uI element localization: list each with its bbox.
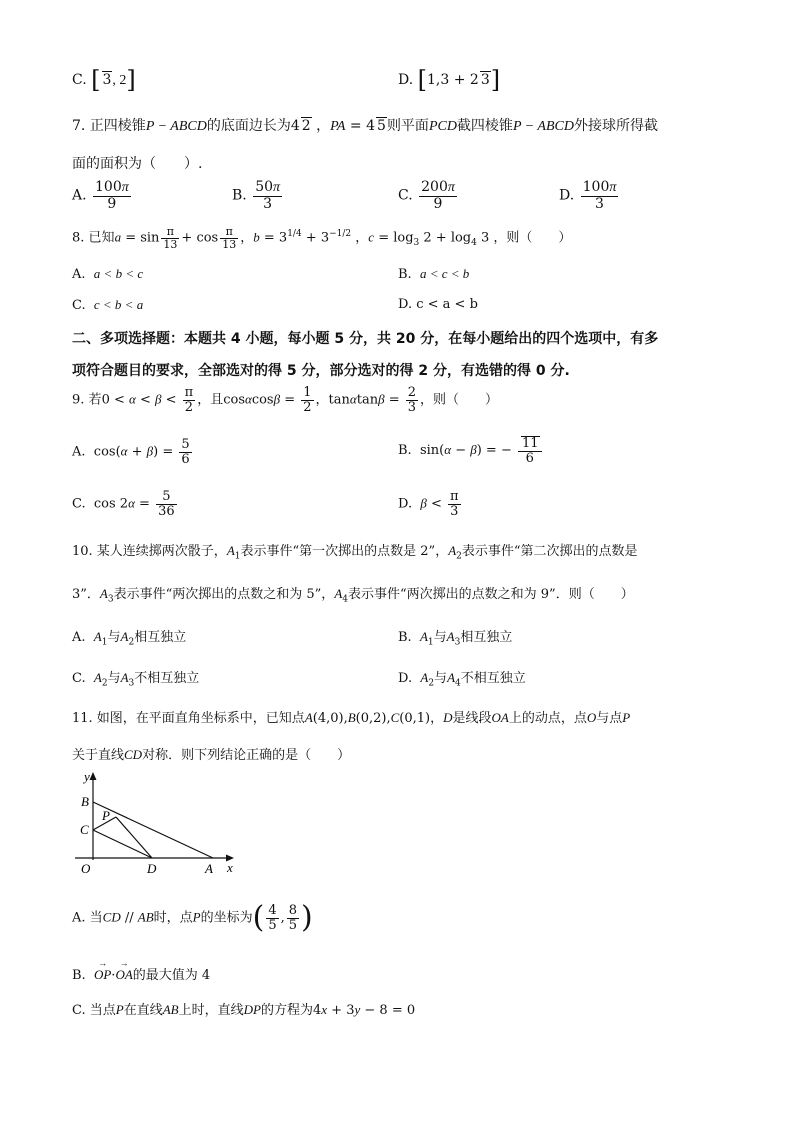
q11-stem-line1: 11. 如图，在平面直角坐标系中，已知点A(4,0),B(0,2),C(0,1)，D是线段OA上的动点，点O与点P	[72, 710, 631, 726]
q11-option-b: B. → OP·→ OA的最大值为 4	[72, 964, 210, 983]
q6-option-c: C. [ 3, 2]	[72, 66, 136, 94]
label-o: O	[81, 861, 91, 876]
q9-stem: 9. 若0 < α < β < $\frac{\pi}{2}$ ，且cosαcosβ = $\frac{1}{2}$ ，tanαtanβ = $\frac{2}{3}$ ，则（ ）	[72, 385, 499, 415]
y-axis-arrow-icon	[90, 772, 97, 780]
q10-stem-line1: 10. 某人连续掷两次骰子，$A_1$表示事件“第一次掷出的点数是 2”，$A_2$表示事件“第二次掷出的点数是	[72, 543, 638, 562]
q11-stem-line2: 关于直线CD对称．则下列结论正确的是（ ）	[72, 747, 351, 763]
q9-option-c: C. cos 2α = $\frac{5}{36}$	[72, 489, 175, 519]
q8-option-b: B. a < c < b	[398, 266, 470, 282]
q8-option-c: C. c < b < a	[72, 297, 144, 313]
q9-option-d: D. β < $\frac{\pi}{3}$	[398, 489, 459, 519]
q7-option-d: D. $\frac{100\pi}{3}$	[559, 179, 617, 212]
q11-option-c: C. 当点P在直线AB上时，直线DP的方程为4x + 3y − 8 = 0	[72, 1002, 416, 1018]
q9-option-a: A. cos(α + β) = $\frac{5}{6}$	[72, 437, 190, 467]
q6-option-c-label: C.	[72, 72, 87, 88]
q9-option-b: B. sin(α − β) = − $\frac{11}{6}$	[398, 436, 544, 465]
q7-option-a: A. $\frac{100\pi}{9}$	[72, 179, 129, 212]
label-b: B	[81, 794, 89, 809]
label-d: D	[147, 861, 157, 876]
label-c: C	[80, 822, 89, 837]
section-2-header-line2: 项符合题目的要求，全部选对的得 5 分，部分选对的得 2 分，有选错的得 0 分.	[72, 363, 570, 379]
label-x: x	[227, 860, 233, 875]
q8-stem: 8. 已知a = sin $\frac{\pi}{13}$ + cos $\frac{\pi}{13}$ ，$b = 3^{1/4} + 3^{-1/2}$ ，$c = \log_3 2 + \log_4 3$ ，则（ ）	[72, 225, 572, 251]
q6-option-d: D. [1,3 + 2 3]	[398, 66, 501, 94]
q10-stem-line2: 3”．$A_3$表示事件“两次掷出的点数之和为 5”，$A_4$表示事件“两次掷出的点数之和为 9”．则（ ）	[72, 586, 634, 605]
label-a: A	[205, 861, 213, 876]
q8-option-d: D. c < a < b	[398, 297, 478, 312]
section-2-header-line1: 二、多项选择题：本题共 4 小题，每小题 5 分，共 20 分，在每小题给出的四个选项中，有多	[72, 331, 659, 347]
q10-option-c: C. $A_2$与$A_3$不相互独立	[72, 670, 200, 689]
q7-stem-line2: 面的面积为（ ）.	[72, 156, 203, 172]
q11-figure	[70, 770, 250, 880]
q10-option-d: D. $A_2$与$A_4$不相互独立	[398, 670, 526, 689]
q6-option-d-label: D.	[398, 72, 414, 88]
q8-option-a: A. a < b < c	[72, 266, 144, 282]
q10-option-b: B. $A_1$与$A_3$相互独立	[398, 629, 513, 648]
q10-option-a: A. $A_1$与$A_2$相互独立	[72, 629, 187, 648]
label-p: P	[102, 808, 110, 823]
segment-cd	[93, 830, 152, 858]
q7-option-c: C. $\frac{200\pi}{9}$	[398, 179, 455, 212]
label-y: y	[84, 770, 90, 784]
segment-ab	[93, 802, 213, 858]
q11-option-a: A. 当CD // AB时，点P的坐标为( $\frac{4}{5}$ , $\frac{8}{5}$ )	[72, 900, 313, 935]
segment-pd	[116, 817, 152, 858]
q7-option-b: B. $\frac{50\pi}{3}$	[232, 179, 281, 212]
q7-stem: 7. 正四棱锥P − ABCD的底面边长为4 2 ，PA = 4 5则平面PCD截四棱锥P − ABCD外接球所得截	[72, 118, 658, 134]
